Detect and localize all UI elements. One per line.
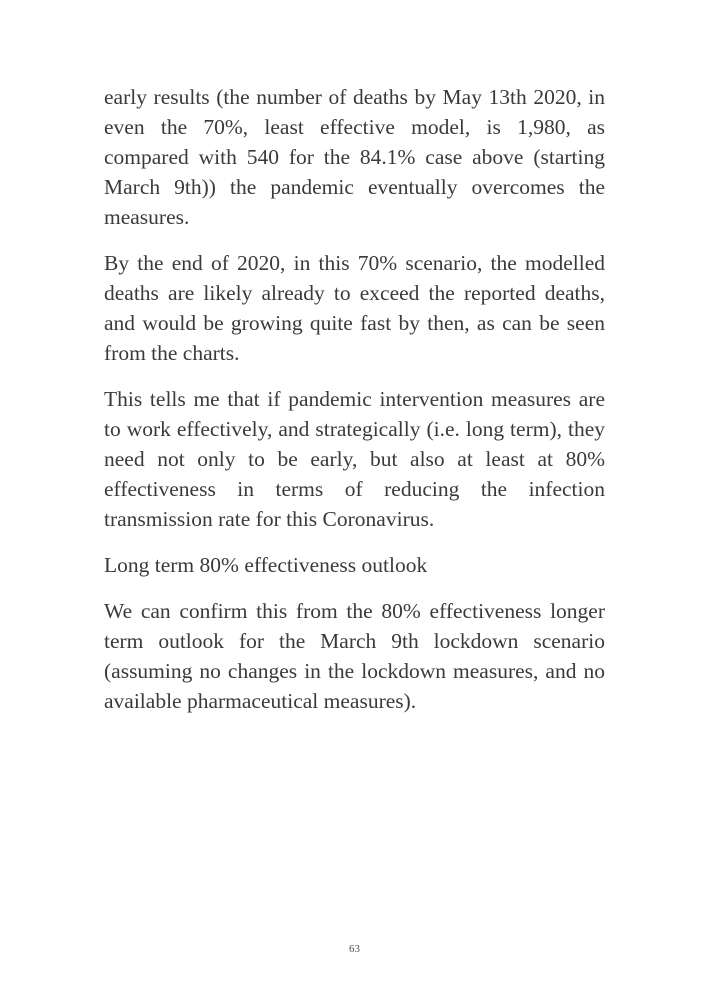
paragraph-end-of-2020: By the end of 2020, in this 70% scenario, the modelled deaths are likely already to exceed the reported deaths, and would be growing quite fast by then, as can be seen from the charts. bbox=[104, 251, 605, 365]
paragraph-confirm-outlook: We can confirm this from the 80% effectiveness longer term outlook for the March 9th lockdown scenario (assuming no changes in the lockdown measures, and no available pharmaceutical measures). bbox=[104, 599, 605, 713]
section-heading: Long term 80% effectiveness outlook bbox=[104, 553, 428, 577]
page-body bbox=[104, 82, 605, 732]
paragraph-early-results: early results (the number of deaths by May 13th 2020, in even the 70%, least effective model, is 1,980, as compared with 540 for the 84.1% case above (starting March 9th)) the pandemic eventually overcomes the measures. bbox=[104, 85, 605, 229]
paragraph-intervention-measures: This tells me that if pandemic intervention measures are to work effectively, and strategically (i.e. long term), they need not only to be early, but also at least at 80% effectiveness in terms of reducing the infection transmission rate for this Coronavirus. bbox=[104, 387, 605, 531]
page-number: 63 bbox=[349, 943, 360, 955]
